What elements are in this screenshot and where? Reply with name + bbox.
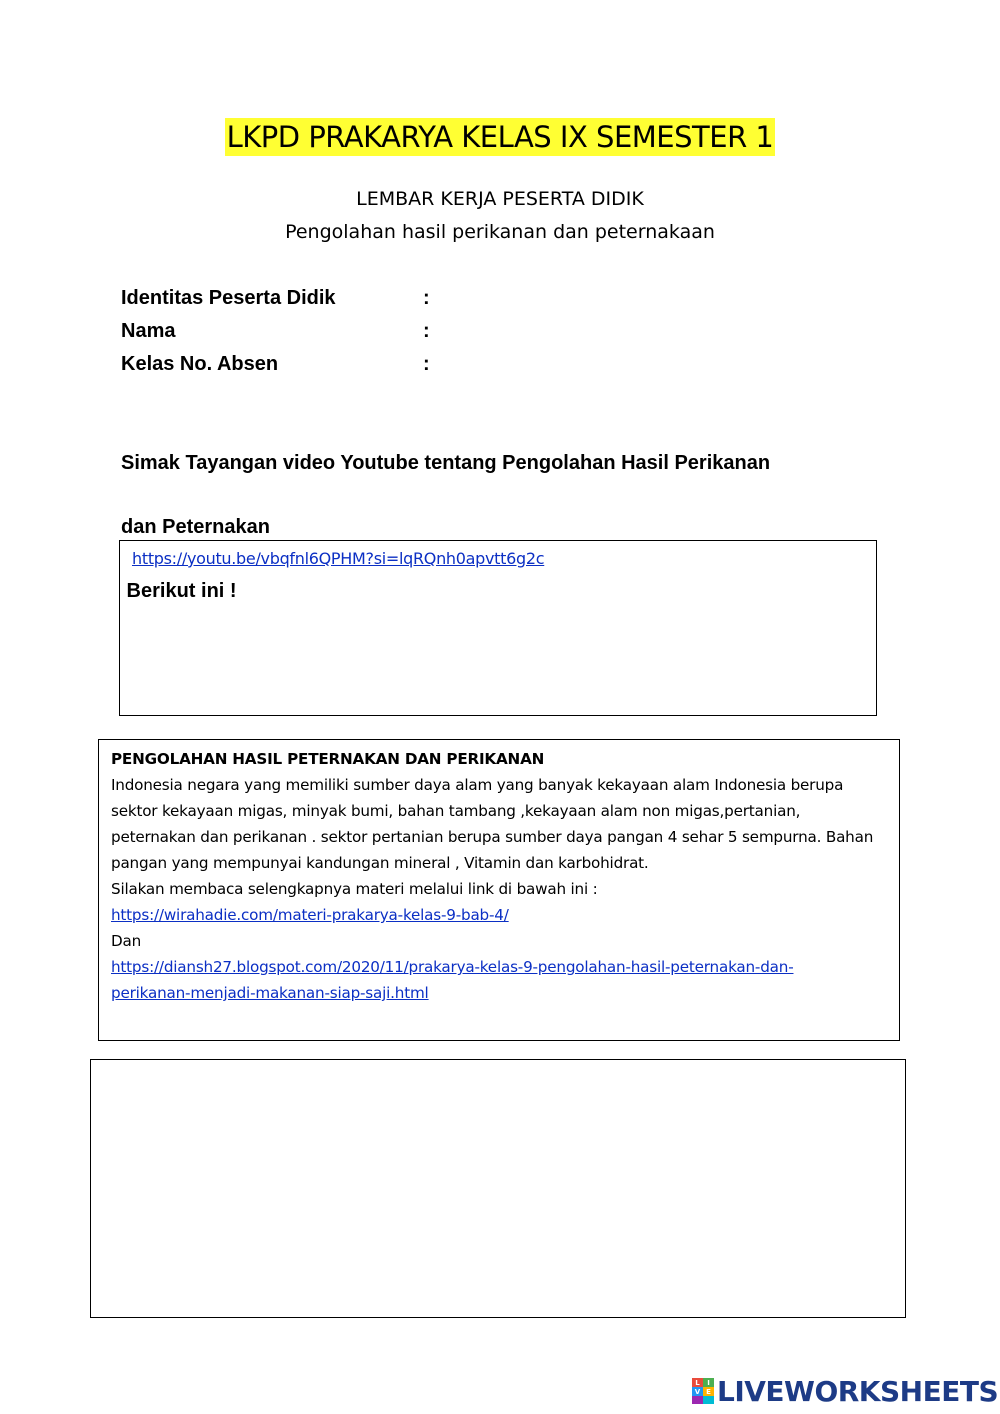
wirahadie-link[interactable]: https://wirahadie.com/materi-prakarya-kelas-9-bab-4/ (111, 906, 509, 924)
document-title-text: LKPD PRAKARYA KELAS IX SEMESTER 1 (226, 120, 774, 154)
identity-colon: : (423, 287, 430, 309)
logo-tile (703, 1396, 714, 1404)
identity-colon: : (423, 320, 430, 342)
identity-row-class (121, 353, 430, 376)
material-line: Silakan membaca selengkapnya materi melalui link di bawah ini : (111, 880, 598, 898)
material-line: pangan yang mempunyai kandungan mineral , Vitamin dan karbohidrat. (111, 854, 649, 872)
subtitle-line-1: LEMBAR KERJA PESERTA DIDIK (356, 188, 644, 210)
instruction-line-3: Berikut ini ! (121, 580, 237, 602)
identity-row-student (121, 287, 430, 310)
identity-label: Nama (121, 320, 176, 342)
logo-tile: E (703, 1387, 714, 1396)
logo-tile: I (703, 1378, 714, 1387)
youtube-link[interactable]: https://youtu.be/vbqfnl6QPHM?si=lqRQnh0apvtt6g2c (132, 549, 545, 568)
material-line: Indonesia negara yang memiliki sumber daya alam yang banyak kekayaan alam Indonesia berupa (111, 776, 844, 794)
liveworksheets-logo-text: LIVEWORKSHEETS (717, 1374, 999, 1408)
liveworksheets-logo (692, 1373, 998, 1409)
answer-box[interactable] (90, 1059, 906, 1318)
diansh-link-part-2[interactable]: perikanan-menjadi-makanan-siap-saji.html (111, 984, 429, 1002)
diansh-link-part-1[interactable]: https://diansh27.blogspot.com/2020/11/prakarya-kelas-9-pengolahan-hasil-peternakan-dan- (111, 958, 794, 976)
material-line: peternakan dan perikanan . sektor pertanian berupa sumber daya pangan 4 sehar 5 sempurna. Bahan (111, 828, 874, 846)
material-line: sektor kekayaan migas, minyak bumi, bahan tambang ,kekayaan alam non migas,pertanian, (111, 802, 801, 820)
liveworksheets-logo-icon (692, 1378, 714, 1404)
identity-colon: : (423, 353, 430, 375)
document-title (0, 120, 1000, 154)
instruction-line-1: Simak Tayangan video Youtube tentang Pengolahan Hasil Perikanan (121, 452, 771, 474)
instruction-line-2: dan Peternakan (121, 516, 270, 538)
logo-tile (692, 1396, 703, 1404)
material-content (111, 746, 886, 1006)
identity-label: Identitas Peserta Didik (121, 287, 336, 309)
logo-tile: V (692, 1387, 703, 1396)
material-heading: PENGOLAHAN HASIL PETERNAKAN DAN PERIKANAN (111, 750, 545, 768)
connector-text: Dan (111, 932, 142, 950)
video-box (119, 540, 877, 716)
logo-tile: L (692, 1378, 703, 1387)
material-box (98, 739, 900, 1041)
subtitle-line-2: Pengolahan hasil perikanan dan peternakaan (285, 221, 715, 243)
identity-label: Kelas No. Absen (121, 353, 279, 375)
identity-row-name (121, 320, 430, 343)
